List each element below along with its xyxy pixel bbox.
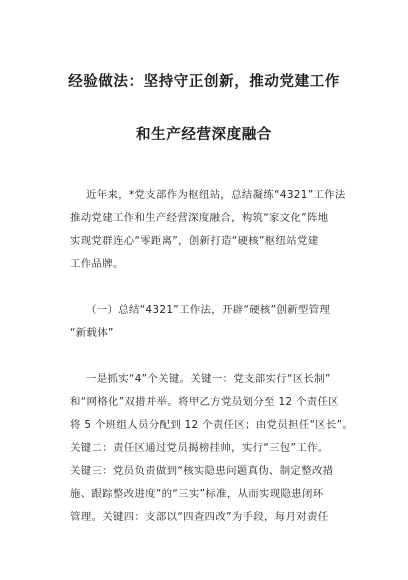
body-line-5: 关键三：党员负责做到“核实隐患问题真伪、制定整改措 <box>70 465 334 477</box>
body-line-7: 管理。关键四：支部以“四查四改”为手段，每月对责任 <box>70 511 329 523</box>
section-heading-line-1: （一）总结“4321”工作法，开辟“硬核”创新型管理 <box>86 304 331 316</box>
body-line-1: 一是抓实“4”个关键。关键一：党支部实行“区长制” <box>86 373 331 385</box>
intro-line-3: 实现党群连心“零距离”，创新打造“硬核”枢纽站党建 <box>70 235 319 247</box>
document-title-line-1: 经验做法：坚持守正创新，推动党建工作 <box>68 74 340 90</box>
intro-line-2: 推动党建工作和生产经营深度融合，构筑“家文化”阵地 <box>70 212 329 224</box>
body-line-6: 施、跟踪整改进度”的“三实”标准，从而实现隐患闭环 <box>70 488 324 500</box>
section-heading-line-2: “新载体” <box>70 327 114 339</box>
intro-line-4: 工作品牌。 <box>70 258 124 270</box>
body-line-4: 关键二：责任区通过党员揭榜挂帅，实行“三包”工作。 <box>70 442 329 454</box>
document-title-line-2: 和生产经营深度融合 <box>136 127 272 143</box>
body-line-2: 和“网格化”双措并举。将甲乙方党员划分至 12 个责任区 <box>70 396 339 408</box>
body-line-3: 将 5 个班组人员分配到 12 个责任区；由党员担任“区长”。 <box>70 419 354 431</box>
intro-line-1: 近年来，*党支部作为枢纽站，总结凝练“4321”工作法 <box>86 189 346 201</box>
